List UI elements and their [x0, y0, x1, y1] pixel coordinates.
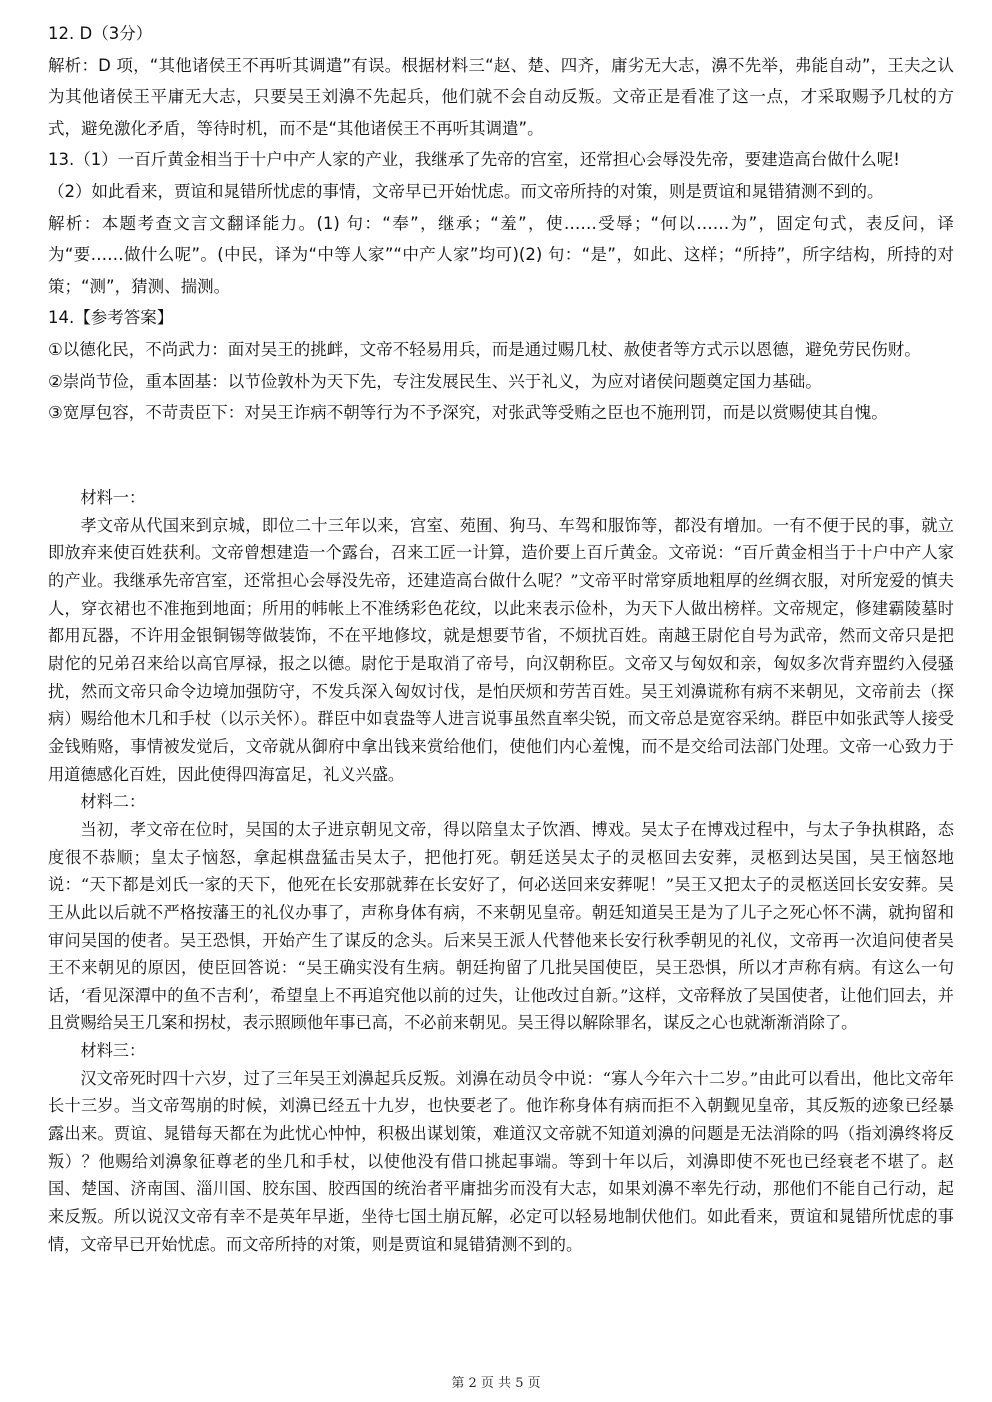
- material-3-heading: 材料三：: [80, 1041, 146, 1061]
- material-1-heading: 材料一：: [80, 488, 146, 507]
- q14-point-2: ②崇尚节俭，重本固基：以节俭敦朴为天下先，专注发展民生、兴于礼义，为应对诸侯问题奠定国力基础。: [48, 371, 822, 391]
- q14-point-3: ③宽厚包容，不苛责臣下：对吴王诈病不朝等行为不予深究，对张武等受贿之臣也不施刑罚，而是以赏赐使其自愧。: [48, 403, 888, 423]
- material-2-heading: 材料二：: [80, 792, 146, 812]
- q12-title: 12. D（3分）: [48, 24, 153, 43]
- q13-answer-1: 13.（1）一百斤黄金相当于十户中产人家的产业，我继承了先帝的宫室，还常担心会辱没先帝，要建造高台做什么呢!: [48, 150, 900, 170]
- q13-analysis: 解析：本题考查文言文翻译能力。(1) 句：“奉”，继承；“羞”，使……受辱；“何以……为”，固定句式，表反问，译为“要……做什么呢”。(中民，译为“中等人家”“中产人家”均可)(2) 句：“是”，如此、这样；“所持”，所字结构，所持的对策；“测”，猜测、揣测。: [48, 213, 954, 296]
- q13-answer-2: （2）如此看来，贾谊和晁错所忧虑的事情，文帝早已开始忧虑。而文帝所持的对策，则是贾谊和晁错猜测不到的。: [48, 181, 884, 201]
- page-number: 第 2 页 共 5 页: [451, 1376, 541, 1391]
- q12-analysis: 解析：D 项，“其他诸侯王不再听其调遣”有误。根据材料三“赵、楚、四齐，庸劣无大志，濞不先举，弗能自动”，王夫之认为其他诸侯王平庸无大志，只要吴王刘濞不先起兵，他们就不会自动反叛。文帝正是看准了这一点，才采取赐予几杖的方式，避免激化矛盾，等待时机，而不是“其他诸侯王不再听其调遣”。: [48, 55, 954, 138]
- answer-section: [48, 18, 954, 429]
- material-2-text: 当初，孝文帝在位时，吴国的太子进京朝见文帝，得以陪皇太子饮酒、博戏。吴太子在博戏过程中，与太子争执棋路，态度很不恭顺；皇太子恼怒，拿起棋盘猛击吴太子，把他打死。朝廷送吴太子的灵柩回去安葬，灵柩到达吴国，吴王恼怒地说：“天下都是刘氏一家的天下，他死在长安那就葬在长安好了，何必送回来安葬呢！”吴王又把太子的灵柩送回长安安葬。吴王从此以后就不严格按藩王的礼仪办事了，声称身体有病，不来朝见皇帝。朝廷知道吴王是为了儿子之死心怀不满，就拘留和审问吴国的使者。吴王恐惧，开始产生了谋反的念头。后来吴王派人代替他来长安行秋季朝见的礼仪，文帝再一次追问使者吴王不来朝见的原因，使臣回答说：“吴王确实没有生病。朝廷拘留了几批吴国使臣，吴王恐惧，所以才声称有病。有这么一句话，‘看见深潭中的鱼不吉利’，希望皇上不再追究他以前的过失，让他改过自新。”这样，文帝释放了吴国使者，让他们回去，并且赏赐给吴王几案和拐杖，表示照顾他年事已高，不必前来朝见。吴王得以解除罪名，谋反之心也就渐渐消除了。: [48, 819, 954, 1033]
- materials-section: [48, 484, 954, 1258]
- material-1-text: 孝文帝从代国来到京城，即位二十三年以来，宫室、苑囿、狗马、车驾和服饰等，都没有增加。一有不便于民的事，就立即放弃来使百姓获利。文帝曾想建造一个露台，召来工匠一计算，造价要上百斤黄金。文帝说：“百斤黄金相当于十户中产人家的产业。我继承先帝宫室，还常担心会辱没先帝，还建造高台做什么呢？”文帝平时常穿质地粗厚的丝绸衣服，对所宠爱的慎夫人，穿衣裙也不准拖到地面；所用的帏帐上不准绣彩色花纹，以此来表示俭朴，为天下人做出榜样。文帝规定，修建霸陵墓时都用瓦器，不许用金银铜锡等做装饰，不在平地修坟，就是想要节省，不烦扰百姓。南越王尉佗自号为武帝，然而文帝只是把尉佗的兄弟召来给以高官厚禄，报之以德。尉佗于是取消了帝号，向汉朝称臣。文帝又与匈奴和亲，匈奴多次背弃盟约入侵骚扰，然而文帝只命令边境加强防守，不发兵深入匈奴讨伐，是怕厌烦和劳苦百姓。吴王刘濞谎称有病不来朝见，文帝前去（探病）赐给他木几和手杖（以示关怀）。群臣中如袁盎等人进言说事虽然直率尖锐，而文帝总是宽容采纳。群臣中如张武等人接受金钱贿赂，事情被发觉后，文帝就从御府中拿出钱来赏给他们，使他们内心羞愧，而不是交给司法部门处理。文帝一心致力于用道德感化百姓，因此使得四海富足，礼义兴盛。: [48, 515, 954, 784]
- q14-title: 14.【参考答案】: [48, 308, 174, 328]
- material-3-text: 汉文帝死时四十六岁，过了三年吴王刘濞起兵反叛。刘濞在动员令中说：“寡人今年六十二岁。”由此可以看出，他比文帝年长十三岁。当文帝驾崩的时候，刘濞已经五十九岁，也快要老了。他诈称身体有病而拒不入朝觐见皇帝，其反叛的迹象已经暴露出来。贾谊、晁错每天都在为此忧心忡忡，积极出谋划策，难道汉文帝就不知道刘濞的问题是无法消除的吗（指刘濞终将反叛）？他赐给刘濞象征尊老的坐几和手杖，以使他没有借口挑起事端。等到十年以后，刘濞即使不死也已经衰老不堪了。赵国、楚国、济南国、淄川国、胶东国、胶西国的统治者平庸拙劣而没有大志，如果刘濞不率先行动，那他们不能自己行动，起来反叛。所以说汉文帝有幸不是英年早逝，坐待七国土崩瓦解，必定可以轻易地制伏他们。如此看来，贾谊和晁错所忧虑的事情，文帝早已开始忧虑。而文帝所持的对策，则是贾谊和晁错猜测不到的。: [48, 1068, 954, 1254]
- q14-point-1: ①以德化民，不尚武力：面对吴王的挑衅，文帝不轻易用兵，而是通过赐几杖、赦使者等方式示以恩德，避免劳民伤财。: [48, 339, 921, 359]
